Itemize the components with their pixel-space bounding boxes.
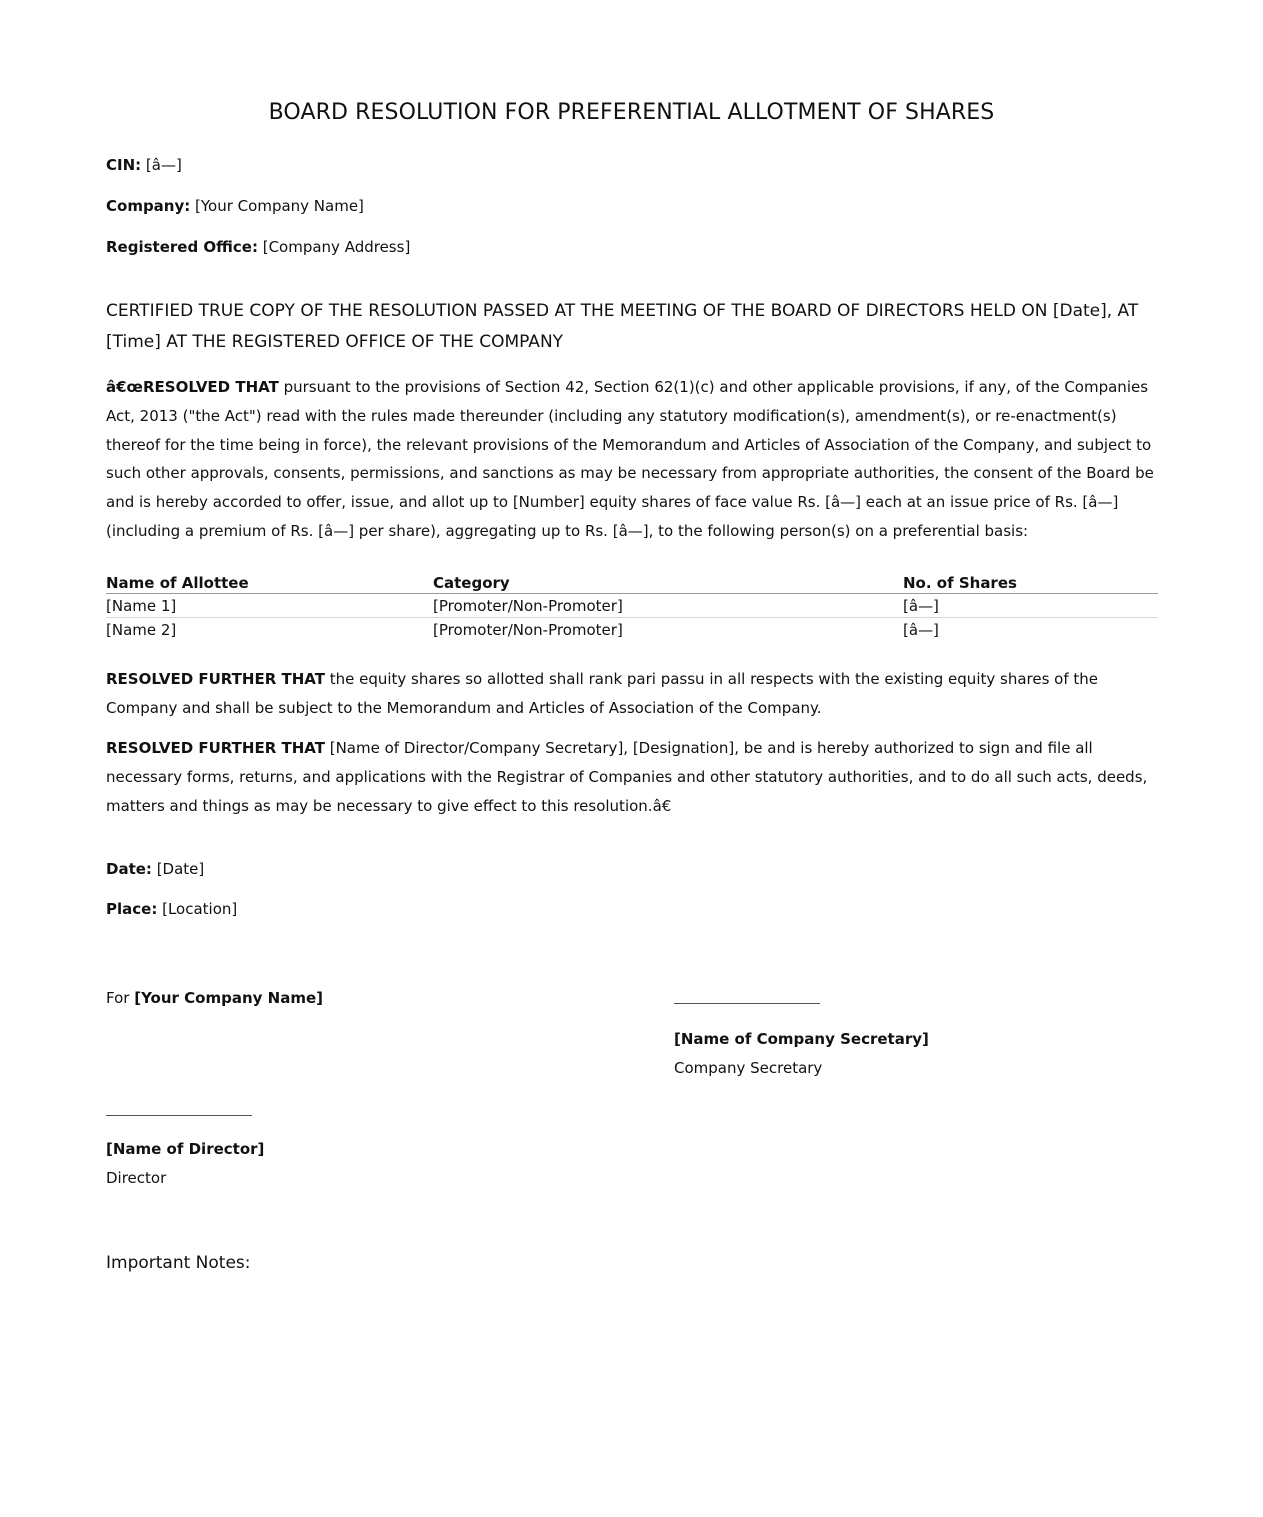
allottee-name: [Name 1] bbox=[106, 594, 433, 618]
secretary-signature-line bbox=[674, 1003, 820, 1004]
resolution-2-lead: RESOLVED FURTHER THAT bbox=[106, 670, 325, 688]
secretary-block bbox=[674, 1025, 929, 1083]
resolution-3-text: [Name of Director/Company Secretary], [Designation], be and is hereby authorized to sign and file all necessary forms, returns, and applications with the Registrar of Companies and other statutory authorities, and to do all such acts, deeds, matters and things as may be necessary to give effect to this resolution.â€ bbox=[106, 739, 1148, 815]
place-line bbox=[106, 899, 237, 919]
resolution-3-lead: RESOLVED FURTHER THAT bbox=[106, 739, 325, 757]
director-title: Director bbox=[106, 1169, 167, 1187]
company-label: Company: bbox=[106, 197, 191, 215]
table-row bbox=[106, 594, 1158, 618]
table-header-row bbox=[106, 570, 1158, 594]
for-prefix: For bbox=[106, 989, 135, 1007]
date-label: Date: bbox=[106, 860, 152, 878]
allottee-name: [Name 2] bbox=[106, 620, 177, 639]
cin-value: [â—] bbox=[141, 156, 182, 174]
director-name: [Name of Director] bbox=[106, 1140, 265, 1158]
registered-office-label: Registered Office: bbox=[106, 238, 258, 256]
place-value: [Location] bbox=[157, 900, 238, 918]
secretary-name: [Name of Company Secretary] bbox=[674, 1030, 929, 1048]
director-signature-line bbox=[106, 1115, 252, 1116]
date-line bbox=[106, 859, 204, 879]
important-notes-heading: Important Notes: bbox=[106, 1253, 251, 1273]
resolution-1-text: pursuant to the provisions of Section 42, Section 62(1)(c) and other applicable provisions, if any, of the Companies Act, 2013 ("the Act") read with the rules made thereunder (including any statutory modification(s), amendment(s), or re-enactment(s) thereof for the time being in force), the relevant provisions of the Memorandum and Articles of Association of the Company, and subject to such other approvals, consents, permissions, and sanctions as may be necessary from appropriate authorities, the consent of the Board be and is hereby accorded to offer, issue, and allot up to [Number] equity shares of face value Rs. [â—] each at an issue price of Rs. [â—] (including a premium of Rs. [â—] per share), aggregating up to Rs. [â—], to the following person(s) on a preferential basis: bbox=[106, 378, 1154, 540]
resolution-paragraph-2 bbox=[106, 665, 1162, 723]
company-line bbox=[106, 196, 364, 216]
place-label: Place: bbox=[106, 900, 158, 918]
resolution-paragraph-3 bbox=[106, 734, 1162, 820]
resolution-2-text: the equity shares so allotted shall rank pari passu in all respects with the existing equity shares of the Company and shall be subject to the Memorandum and Articles of Association of the Company. bbox=[106, 670, 1099, 717]
allottees-table bbox=[106, 570, 1158, 641]
cin-label: CIN: bbox=[106, 156, 142, 174]
header-name-of-allottee: Name of Allottee bbox=[106, 570, 433, 594]
registered-office-line bbox=[106, 237, 410, 257]
director-block bbox=[106, 1135, 264, 1193]
header-no-of-shares: No. of Shares bbox=[903, 570, 1158, 594]
certified-copy-heading: CERTIFIED TRUE COPY OF THE RESOLUTION PASSED AT THE MEETING OF THE BOARD OF DIRECTORS HELD ON [Date], AT [Time] AT THE REGISTERED OFFICE OF THE COMPANY bbox=[106, 301, 1139, 352]
allottee-category: [Promoter/Non-Promoter] bbox=[433, 594, 903, 618]
secretary-title: Company Secretary bbox=[674, 1059, 823, 1077]
for-company-line bbox=[106, 984, 323, 1013]
date-value: [Date] bbox=[151, 860, 205, 878]
allottee-shares: [â—] bbox=[903, 594, 1158, 618]
header-category: Category bbox=[433, 570, 903, 594]
document-title: BOARD RESOLUTION FOR PREFERENTIAL ALLOTMENT OF SHARES bbox=[268, 100, 995, 125]
resolution-paragraph-1 bbox=[106, 373, 1162, 546]
resolution-1-lead: â€œRESOLVED THAT bbox=[106, 378, 279, 396]
for-company-name: [Your Company Name] bbox=[134, 989, 323, 1007]
allottee-shares: [â—] bbox=[903, 620, 939, 639]
cin-line bbox=[106, 155, 182, 175]
registered-office-value: [Company Address] bbox=[257, 238, 411, 256]
company-value: [Your Company Name] bbox=[190, 197, 364, 215]
allottee-category: [Promoter/Non-Promoter] bbox=[433, 620, 623, 639]
table-row bbox=[106, 618, 1158, 642]
